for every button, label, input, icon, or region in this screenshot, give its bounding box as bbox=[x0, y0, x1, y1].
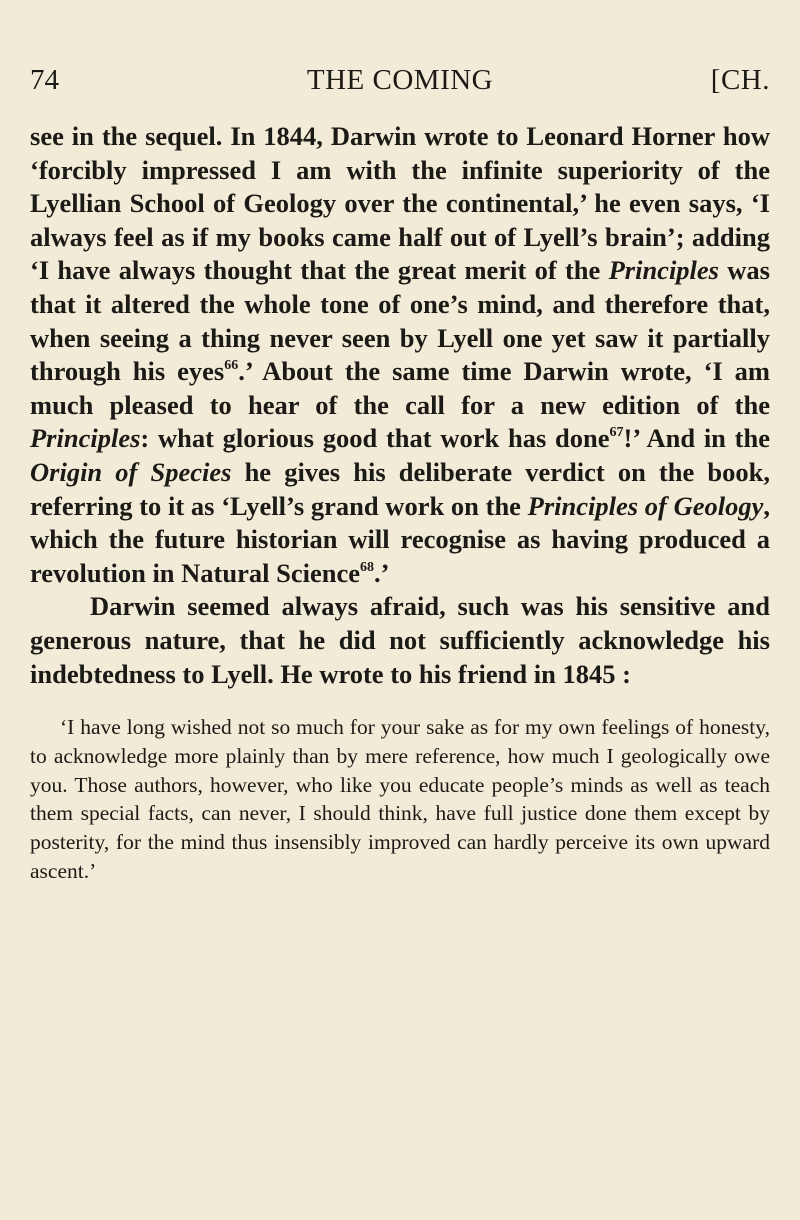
text-run: , which the future historian will recognise as having produced a revolution in Natural Science bbox=[30, 490, 770, 588]
text-run: .’ About the same time Darwin wrote, ‘I am much pleased to hear of the call for a new edition of the bbox=[30, 356, 770, 420]
italic-title: Origin of Species bbox=[30, 456, 232, 487]
running-chapter: [CH. bbox=[710, 64, 770, 96]
text-run: see in the sequel. In 1844, Darwin wrote to Leonard Horner how ‘forcibly impressed I am with the infinite superiority of the Lyellian School of Geology over the continental,’ he even says, ‘I always feel as if my books came half out of Lyell’s brain’; adding ‘I have always thought that the great merit of the bbox=[30, 121, 770, 286]
paragraph-darwin-afraid: Darwin seemed always afraid, such was his sensitive and generous nature, that he did not sufficiently acknowledge his indebtedness to Lyell. He wrote to his friend in 1845 : bbox=[30, 591, 770, 689]
footnote-ref: 67 bbox=[609, 425, 624, 441]
footnote-ref: 68 bbox=[360, 559, 375, 575]
italic-title: Principles bbox=[30, 423, 141, 454]
italic-title: Principles bbox=[608, 255, 719, 286]
block-quote: ‘I have long wished not so much for your sake as for my own feelings of honesty, to acknowledge more plainly than by mere reference, how much I geologically owe you. Those authors, however, who like you educate people’s minds as well as teach them special facts, can never, I should think, have full justice done them except by posterity, for the mind thus insensibly improved can hardly perceive its own upward ascent.’ bbox=[30, 715, 770, 883]
running-title: THE COMING bbox=[306, 64, 494, 96]
italic-title: Principles of Geology bbox=[527, 490, 764, 521]
body-text bbox=[30, 120, 770, 885]
text-run: he gives his deliberate verdict on the book, referring to it as ‘Lyell’s grand work on the bbox=[30, 456, 770, 521]
text-run: : what glorious good that work has done bbox=[140, 423, 610, 454]
running-head bbox=[30, 60, 770, 100]
footnote-ref: 66 bbox=[224, 358, 239, 374]
paragraph-darwin-1844 bbox=[30, 120, 770, 590]
text-run: was that it altered the whole tone of one’s mind, and therefore that, when seeing a thing never seen by Lyell one yet saw it partially through his eyes bbox=[30, 255, 770, 387]
text-run: !’ And in the bbox=[623, 423, 770, 454]
text-run: .’ bbox=[374, 557, 390, 588]
page-number: 74 bbox=[30, 64, 59, 96]
